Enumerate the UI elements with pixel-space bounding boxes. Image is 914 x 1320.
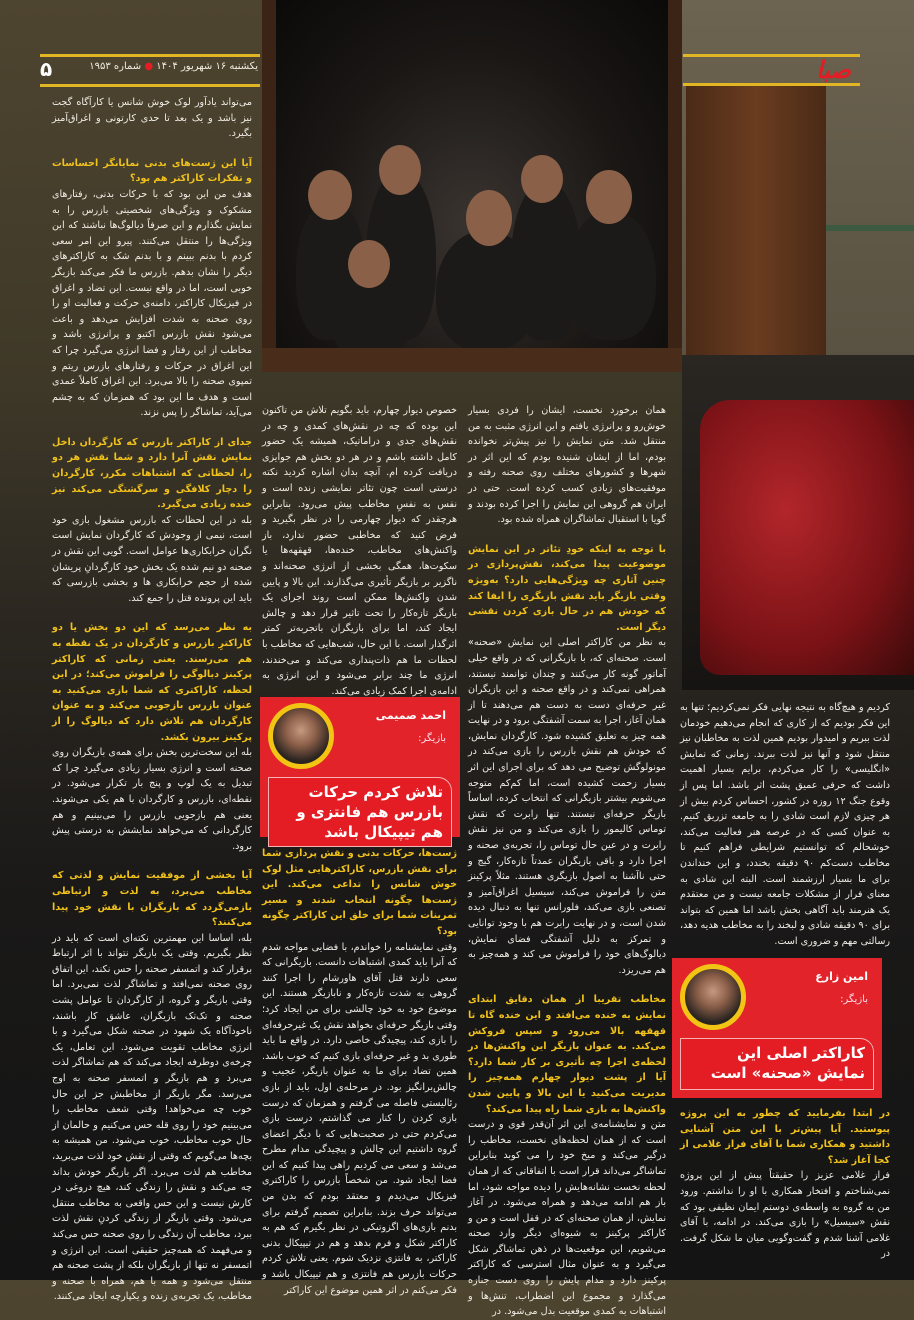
interview-question: آیا بخشی از موفقیت نمایش و لذتی که مخاطب می‌برد، به لذت و ارتباطی بازمی‌گردد که بازیگران با نقش خود پیدا می‌کنند؟	[52, 870, 252, 929]
interviewee-role: بازیگر:	[840, 994, 868, 1005]
interview-answer: فراز غلامی عزیز را حقیقتاً پیش از این پروژه نمی‌شناختم و افتخار همکاری با او را نداشتم. ورود من به گروه به واسطه‌ی دوستم ایمان نظیفی بود که نقش «سیسیل» را بازی می‌کند. در ادامه، با آقای غلامی آشنا شدم و گفت‌وگویی میان ما شکل گرفت. در	[680, 1170, 890, 1260]
actor-head	[308, 170, 352, 220]
interview-answer: بله این سخت‌ترین بخش برای همه‌ی بازیگران روی صحنه است و انرژی بسیار زیادی می‌گیرد چرا که تبدیل به یک لوپ و پنج بار تکرار می‌شود. در نقطه‌ای، بازرس و کارگردان با هم یکی می‌شوند. یعنی هم بازجویی بازرس را می‌بینیم و هم کارگردانی که می‌خواهد نمایشش به درستی پیش برود.	[52, 747, 252, 852]
wall-stripe	[826, 225, 914, 231]
actor-head	[379, 145, 421, 195]
header-rule-bottom	[40, 84, 260, 87]
interviewee-callout-zare	[672, 958, 882, 1098]
column-1	[52, 95, 252, 1303]
interview-answer: بله در این لحظات که بازرس مشغول بازی خود است، نیمی از وجودش که کارگردان نمایش است نگران خرابکاری‌ها عوامل است. گویی این نقش در صحنه دو نیم شده یک بخش خود کارگردانِ پریشان شده از حجم خرابکاری ها و بخشی بازرسی که باید این پرونده قتل را جمع کند.	[52, 514, 252, 604]
column-4-bottom	[680, 1106, 890, 1260]
interviewee-name: احمد صمیمی	[375, 709, 446, 722]
interview-question: در ابتدا بفرمایید که چطور به این پروژه پیوستید. آیا پیش‌تر با این متن آشنایی داشتید و همکاری شما با آقای فراز غلامی از کجا آغاز شد؟	[680, 1108, 890, 1166]
interview-answer: می‌تواند یادآور لوک خوش شانس یا کارآگاه گجت نیز باشد و یک بعد تا حدی کارتونی و اغراق‌آمیز بگیرد.	[52, 97, 252, 140]
column-4-top	[680, 700, 890, 952]
header-rule-top	[40, 54, 260, 57]
saba-logo: صبا	[816, 56, 851, 84]
pull-quote: تلاش کردم حرکات بازرس هم فانتزی و هم تیپیکال باشد	[268, 777, 452, 847]
actor-head	[348, 240, 390, 288]
avatar-amin-zare	[680, 964, 746, 1030]
issue-number: شماره ۱۹۵۳	[89, 61, 142, 72]
interview-answer: متن و نمایشنامه‌ی این اثر آن‌قدر قوی و درست است که از همان لحظه‌های نخست، مخاطب را درگیر می‌کند و میخ خود را می کوبد بنابراین تماشاگر می‌داند قرار است با اتفاقاتی که از همان لحظه نخست نشانه‌هایش را دیده مواجه شود، اما باز هم ادامه می‌دهد و همراه می‌شود. در آغاز نمایش، از همان صحنه‌ای که در قفل است و من و کاراکتر پرکینز به شیوه‌ای دیگر وارد صحنه می‌شویم، این موقعیت‌ها در ذهن تماشاگر شکل می‌گیرد و به عنوان مثال استرسی که کاراکتر پرکینز دارد و مدام پایش را روی دست جنازه می‌گذارد و مجموع این اضطراب، تنش‌ها و اشتباهات به کمدی موقعیت بدل می‌شود. در	[468, 1119, 666, 1318]
interview-question: جدای از کاراکتر بازرس که کارگردان داخل نمایش نقش آنرا دارد و شما نقش هر دو را، لحظاتی که اشتباهات مکرر، کارگردان را دچار کلافگی و سرگشتگی می‌کند نیز خنده زیادی می‌گیرد.	[52, 436, 252, 511]
interviewee-name: امین زارع	[815, 970, 868, 983]
interview-answer: بله، اساسا این مهمترین نکته‌ای است که باید در نظر بگیریم. وقتی یک بازیگر نتواند با اثر ارتباط برقرار کند و اتمسفر صحنه را حس نکند، این اتفاق روی صحنه نمی‌افتد و تماشاگر لذت نمی‌برد. اما وقتی بازیگر و گروه، از کارگردان تا عوامل پشت صحنه و تک‌تک بازیگران، عاشق کار باشند، ناخودآگاه یک شهود در صحنه شکل می‌گیرد و با انرژی مخاطب تقویت می‌شود. این تعامل، یک چرخه‌ی دوطرفه ایجاد می‌کند که هم تماشاگر لذت می‌برد و هم بازیگر و اتمسفر صحنه به اوج می‌رسد. مگر بازیگر از مخاطبش جز این حال خوب چه می‌خواهد! وقتی شعف مخاطب را می‌بینیم خود را روی قله حس می‌کنیم و حالمان از حال خوب مخاطب، خوب می‌شود. من همیشه به بچه‌ها می‌گویم که وقتی از نقش خود لذت می‌برید، مخاطب هم لذت می‌برد. اگر بازیگر خودش بداند چه می‌کند و نقش را زندگی کند، هیچ دروغی در کارش نیست و این حس واقعی به مخاطب منتقل می‌شود. وقتی بازیگر از زندگی کردنِ نقش لذت ببرد، مخاطب آن زندگی را روی صحنه حس می‌کند و می‌فهمد که همه‌چیز حقیقی است. این انرژی و اتمسفر نه تنها از بازیگران بلکه از پشت صحنه هم منتقل می‌شود و همه با هم، همراه با صحنه و مخاطب، یک تجربه‌ی زنده و یکپارچه ایجاد می‌کنند.	[52, 932, 252, 1303]
interviewee-role: بازیگر:	[418, 733, 446, 744]
column-3	[468, 403, 666, 1318]
interview-question: آیا این ژست‌های بدنی نمایانگر احساسات و تفکرات کاراکتر هم بود؟	[52, 157, 252, 185]
interview-question: ژست‌ها، حرکات بدنی و نقش پردازی شما برای نقش بازرس، کاراکترهایی مثل لوک خوش شانس را تداعی می‌کند. این ژست‌ها چگونه انتخاب شدند و مسیر تمرینات شما برای خلق این کاراکتر چگونه بود؟	[262, 848, 457, 937]
actor-head	[466, 190, 512, 246]
interviewee-callout-samimi	[260, 697, 460, 841]
column-2-bottom	[262, 846, 457, 1296]
actor-head	[586, 170, 632, 224]
separator-dot: ●	[144, 61, 154, 72]
issue-line	[62, 60, 258, 74]
interview-question: به نظر می‌رسد که این دو بخش یا دو کاراکترِ بازرس و کارگردان در یک نقطه به هم می‌رسند. یعنی زمانی که کاراکتر پرکینز دیالوگی را فراموش می‌کند؛ در این لحظه، کاراکتری که شما بازی می‌کنید به عنوان بازرس بازجویی می‌کند و به عنوان کارگردان هم تلاش دارد که دیالوگ را از پرکینز بیرون بکشد.	[52, 622, 252, 743]
actor-head	[521, 155, 563, 203]
door	[686, 85, 826, 355]
red-sofa	[700, 400, 914, 675]
pull-quote: کاراکتر اصلی این نمایش «صحنه» است	[680, 1038, 874, 1090]
avatar-ahmad-samimi	[268, 703, 334, 769]
interview-answer: همان برخورد نخست، ایشان را فردی بسیار خوش‌رو و پرانرژی یافتم و این انرژی مثبت به من منتقل شد. متن نمایش را نیز پیش‌تر نخوانده بودم، اما از ایشان شنیده بودم که این اثر در شهرها و کشورهای مختلف روی صحنه رفته و موفقیت‌های زیادی کسب کرده است. حتی در ایران هم گروهی این نمایش را اجرا کرده بودند و گویا با استقبال تماشاگران همراه شده بود.	[468, 405, 666, 526]
interview-answer: هدف من این بود که با حرکات بدنی، رفتارهای مشکوک و ویژگی‌های شخصیتی بازرس را به نمایش بگذارم و این صرفاً دیالوگ‌ها نباشند که این ویژگی‌ها را منتقل می‌کنند. پیرو این امر سعی کردم با بدنم ببینم و با بدنم شک به کاراکترهای دیگر را نشان بدهم. بازرس ما فکر می‌کند بازیگر خوبی است، اما در واقع نیست. این تضاد و اغراق در فیزیکال کاراکتر، دامنه‌ی حرکت و فعالیت او را روی صحنه به شدت افزایش می‌دهد و باعث می‌شود نقش بازرس اکتیو و پرانرژی باشد و مخاطب از این رفتار و فضا انرژی می‌گیرد چرا که این اغراق در حرکات و رفتارهای بازرس ریتم و تمپوی صحنه را بالا می‌برد. این اغراق کاملاً عمدی است و هدف ما این بود که همزمان که به چشم می‌آید، تماشاگر را پس نزند.	[52, 188, 252, 419]
actor-figure	[566, 210, 656, 340]
window-sill	[262, 348, 682, 372]
page-number: ۵	[40, 57, 53, 81]
interview-answer: کردیم و هیچ‌گاه به نتیجه نهایی فکر نمی‌کردیم؛ تنها به این فکر بودیم که از کاری که انجام می‌دهیم خودمان لذت ببریم و امیدوار بودیم همین لذت به مخاطبان نیز منتقل شود و آنها نیز لذت ببرند. زمانی که نمایش «انگلیسی» را کار می‌کردم، برایم بسیار اهمیت داشت که حرفی عمیق پشت اثر باشد. اما پس از وقوع جنگ ۱۲ روزه در کشور، احساس کردم بیش از هر چیزی لازم است شادی را به جامعه تزریق کنیم. به عنوان کسی که در عرصه هنر فعالیت می‌کند، خوشحالم که توانستیم شرایطی فراهم کنیم تا مخاطب دست‌کم ۹۰ دقیقه بخندد، و این خنداندن برای ما بسیار ارزشمند است. البته این شادی به معنای فرار از مشکلات جامعه نیست و من معتقدم یک هنرمند باید آگاهی بخش باشد اما همین که بتواند برای ۹۰ دقیقه شادی و لبخند را به مخاطب هدیه دهد، رسالتی مهم و ضروری است.	[680, 702, 890, 947]
stage-photo	[262, 0, 682, 372]
interview-answer: خصوص دیوار چهارم، باید بگویم تلاش من تاکنون این بوده که چه در نقش‌های کمدی و چه در نقش‌های جدی و دراماتیک، همیشه یک حضور کامل داشته باشم و در هر دو بخش هم جوایزی دریافت کرده ام. آنچه بدان اشاره کردید نکته درستی است چون تئاتر نمایشی زنده است و نفس به نفسِ مخاطب پیش می‌رود. بنابراین هرچقدر که دیوار چهارمی را در نظر بگیرید و فرض کنید که مخاطبی حضور ندارد، باز واکنش‌های مخاطب، خنده‌ها، قهقهه‌ها یا سکوت‌ها، همگی بخشی از انرژی صحنه‌اند و ناگزیر بر بازیگر تأثیری می‌گذارند. این بالا و پایین شدن واکنش‌ها ممکن است روند اجرای یک بازیگر تازه‌کار را تحت تاثیر قرار دهد و چالش ایجاد کند، اما برای بازیگران باتجربه‌تر کمتر اثرگذار است. با این حال، شب‌هایی که مخاطب با لحظات ما هم ذات‌پنداری می‌کند و می‌خندند، انرژی ما چند برابر می‌شود و این انرژی به ادامه‌ی اجرا کمک زیادی می‌کند.	[262, 405, 457, 697]
issue-date: یکشنبه ۱۶ شهریور ۱۴۰۴	[156, 61, 258, 72]
interview-question: با توجه به اینکه خودِ تئاتر در این نمایش موضوعیت پیدا می‌کند، نقش‌پردازی در چنین آثاری چه ویژگی‌هایی دارد؟ به‌ویژه وقتی بازیگر باید نقش بازیگری را ایفا کند که خودش هم در حال بازی کردن نقشی دیگر است.	[468, 543, 666, 633]
interview-answer: وقتی نمایشنامه را خواندم، با فضایی مواجه شدم که آنرا باید کمدی اشتباهات دانست. بازیگرانی که سعی دارند قتل آقای هاورشام را اجرا کنند گروهی به شدت تازه‌کار و نابازیگر هستند. این موضوع خود به خود چالشی برای من ایجاد کرد؛ وقتی بازیگر حرفه‌ای بخواهد نقش یک غیرحرفه‌ای را بازی کند، پیچیدگی خاصی دارد. در واقع ما باید طوری بد و غیر حرفه‌ای بازی کنیم که خوب باشد. همین تضاد برای ما به عنوان بازیگر، عجیب و چالش‌برانگیز بود. در مرحله‌ی اول، باید از بازی رئالیستی فاصله می گرفتم و همزمان که درست بازی کردن را کنار می گذاشتم، درست بازی می‌کردم حتی در صحبت‌هایی که با دیگر اعضای گروه داشتیم این چالش و پیچیدگی مدام مطرح می‌شد و سعی می کردیم راهی پیدا کنیم که این فضا ایجاد شود. من شخصاً بازرس را کاراکتری فیزیکال می‌دیدم و معتقد بودم که بدن من می‌تواند حرف بزند. بنابراین تصمیم گرفتم برای بدنم بازی‌های اگزوتیکی در نظر بگیرم که هم به کاراکتر شکل و فرم بدهد و هم در تیپیکال بدنی کاراکتر، به فانتزی نزدیک شوم. یعنی تلاش کردم حرکات بازرس هم فانتزی و هم تیپیکال باشد و فکر می‌کنم در اثر همین موضوع این کاراکتر	[262, 941, 457, 1296]
interview-answer: به نظر من کاراکتر اصلی این نمایش «صحنه» است. صحنه‌ای که، با بازیگرانی که در واقع خیلی آماتور گونه کار می‌کنند و چندان توانمند نیستند، همراهی نمی‌کند و در واقع صحنه و این بازیگران غیر حرفه‌ای دست به دست هم می‌دهند تا از همان آغاز، اجرا به سمت آشفتگی برود و در نهایت همه چیز به تعلیق کشیده شود. کارگردان نمایش، که خودش هم نقش بازرس را بازی می‌کند در مونولوگش توضیح می دهد که برای اجرای این اثر بسیار زحمت کشیده است، اما کم‌کم متوجه می‌شویم بیشتر بازیگرانی که انتخاب کرده، اساساً بازیگر حرفه‌ای نیستند. تنها رابرت که نقش توماس کالیمور را بازی می‌کند و من نیز نقش رابرت و در عین حال توماس را، تجربه‌ی صحنه و اجرا دارد و باقی بازیگران عمدتاً تازه‌کار، گیج و حتی ناآشنا به اصول بازیگری هستند. مثلاً پرکینز متن را فراموش می‌کند، سیسیل اغراق‌آمیز و تصنعی بازی می‌کند، فلورانس تنها به دنبال دیده شدن است، و در نهایت رابرت هم با وجود توانایی و تمرکز به دلیل آشفتگی فضای نمایش، دیالوگ‌های خود را فراموش می کند و همه‌چیز به هم می‌ریزد.	[468, 637, 666, 976]
column-2-top	[262, 403, 457, 697]
interview-question: مخاطب تقریبا از همان دقایق ابتدای نمایش به خنده می‌افتد و این خنده گاه تا قهقهه بالا می‌رود و سپس فروکش می‌کند. به عنوان بازیگر این واکنش‌ها در لحظه‌ی اجرا چه تأثیری بر کار شما دارد؟ آیا از پشت دیوار چهارم همه‌چیز را مدیریت می‌کنید یا این بالا و پایین شدن واکنش‌ها به بازی شما راه پیدا می‌کند؟	[468, 994, 666, 1115]
